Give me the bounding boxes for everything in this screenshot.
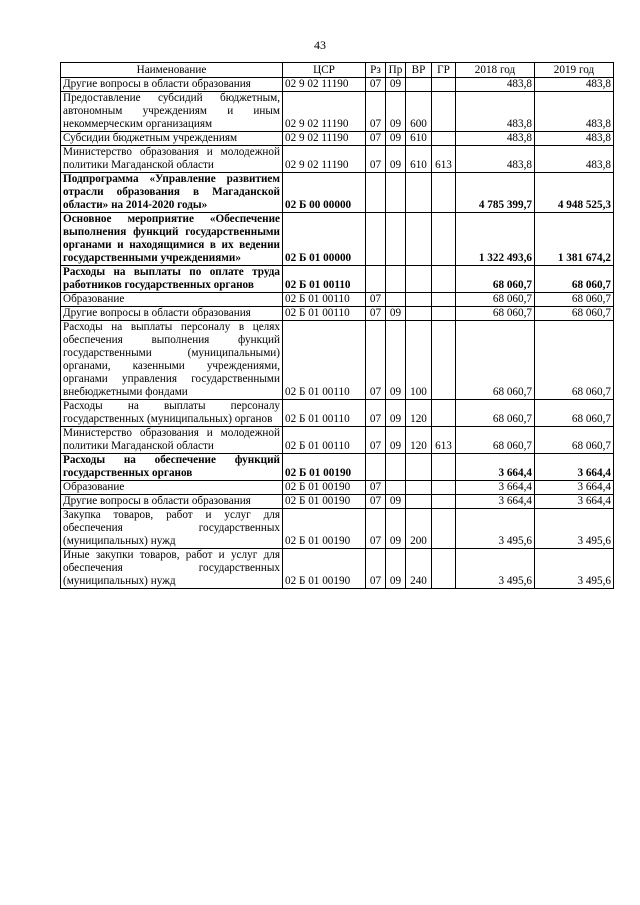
cell-vr: 200 — [406, 509, 432, 549]
table-row — [61, 509, 614, 549]
cell-2018: 483,8 — [456, 146, 535, 173]
cell-rz: 07 — [366, 509, 386, 549]
cell-vr: 610 — [406, 146, 432, 173]
cell-2018: 3 495,6 — [456, 509, 535, 549]
cell-gr — [432, 78, 456, 92]
cell-pr: 09 — [386, 307, 406, 321]
cell-pr: 09 — [386, 549, 406, 589]
table-row — [61, 427, 614, 454]
cell-csr: 02 Б 01 00190 — [283, 509, 366, 549]
page-number: 43 — [314, 38, 326, 52]
table-row — [61, 266, 614, 293]
cell-csr: 02 Б 01 00000 — [283, 213, 366, 266]
cell-name: Основное мероприятие «Обеспечение выполнения функций государственными органами и находящимися в их ведении государственными учреждениями» — [61, 213, 283, 266]
cell-pr: 09 — [386, 427, 406, 454]
cell-2018: 483,8 — [456, 92, 535, 132]
cell-gr — [432, 307, 456, 321]
cell-gr — [432, 266, 456, 293]
cell-2019: 3 664,4 — [535, 454, 614, 481]
table-row — [61, 146, 614, 173]
cell-csr: 02 9 02 11190 — [283, 92, 366, 132]
cell-name: Образование — [61, 481, 283, 495]
cell-csr: 02 Б 01 00110 — [283, 266, 366, 293]
cell-csr: 02 Б 01 00190 — [283, 454, 366, 481]
cell-rz: 07 — [366, 495, 386, 509]
table-body — [61, 78, 614, 589]
cell-vr — [406, 293, 432, 307]
cell-rz: 07 — [366, 481, 386, 495]
cell-2018: 483,8 — [456, 132, 535, 146]
cell-2018: 68 060,7 — [456, 307, 535, 321]
cell-csr: 02 Б 01 00110 — [283, 293, 366, 307]
cell-vr — [406, 213, 432, 266]
cell-rz: 07 — [366, 132, 386, 146]
cell-gr — [432, 92, 456, 132]
cell-rz — [366, 173, 386, 213]
cell-pr — [386, 266, 406, 293]
cell-pr — [386, 173, 406, 213]
cell-csr: 02 9 02 11190 — [283, 146, 366, 173]
cell-gr — [432, 481, 456, 495]
cell-2018: 68 060,7 — [456, 321, 535, 400]
header-2018: 2018 год — [456, 63, 535, 78]
cell-name: Министерство образования и молодежной политики Магаданской области — [61, 146, 283, 173]
cell-pr — [386, 481, 406, 495]
cell-2019: 4 948 525,3 — [535, 173, 614, 213]
cell-2019: 68 060,7 — [535, 427, 614, 454]
table-row — [61, 454, 614, 481]
cell-2018: 1 322 493,6 — [456, 213, 535, 266]
cell-csr: 02 Б 01 00190 — [283, 495, 366, 509]
table-row — [61, 92, 614, 132]
cell-vr: 120 — [406, 427, 432, 454]
cell-2019: 3 495,6 — [535, 549, 614, 589]
cell-gr — [432, 400, 456, 427]
table-header — [61, 63, 614, 78]
cell-name: Расходы на выплаты персоналу государственных (муниципальных) органов — [61, 400, 283, 427]
cell-gr — [432, 321, 456, 400]
cell-2019: 1 381 674,2 — [535, 213, 614, 266]
budget-table — [60, 62, 614, 589]
cell-name: Закупка товаров, работ и услуг для обеспечения государственных (муниципальных) нужд — [61, 509, 283, 549]
cell-gr: 613 — [432, 427, 456, 454]
cell-name: Расходы на выплаты персоналу в целях обеспечения выполнения функций государственными (муниципальными) органами, казенными учреждениями, органами управления государственными внебюджетными фондами — [61, 321, 283, 400]
cell-rz: 07 — [366, 321, 386, 400]
cell-name: Министерство образования и молодежной политики Магаданской области — [61, 427, 283, 454]
cell-name: Субсидии бюджетным учреждениям — [61, 132, 283, 146]
cell-vr: 600 — [406, 92, 432, 132]
cell-vr: 610 — [406, 132, 432, 146]
cell-2018: 3 495,6 — [456, 549, 535, 589]
table-row — [61, 213, 614, 266]
cell-csr: 02 Б 01 00110 — [283, 307, 366, 321]
cell-2019: 483,8 — [535, 92, 614, 132]
cell-name: Иные закупки товаров, работ и услуг для обеспечения государственных (муниципальных) нужд — [61, 549, 283, 589]
cell-rz: 07 — [366, 307, 386, 321]
cell-pr — [386, 454, 406, 481]
cell-csr: 02 Б 01 00110 — [283, 321, 366, 400]
cell-vr: 120 — [406, 400, 432, 427]
cell-2018: 68 060,7 — [456, 266, 535, 293]
cell-2018: 483,8 — [456, 78, 535, 92]
cell-pr — [386, 213, 406, 266]
cell-2018: 3 664,4 — [456, 454, 535, 481]
cell-pr: 09 — [386, 132, 406, 146]
header-pr: Пр — [386, 63, 406, 78]
cell-pr: 09 — [386, 509, 406, 549]
cell-vr — [406, 307, 432, 321]
cell-2019: 68 060,7 — [535, 266, 614, 293]
table-row — [61, 293, 614, 307]
cell-vr — [406, 173, 432, 213]
cell-name: Другие вопросы в области образования — [61, 495, 283, 509]
cell-2019: 68 060,7 — [535, 321, 614, 400]
cell-2018: 3 664,4 — [456, 481, 535, 495]
cell-2018: 68 060,7 — [456, 427, 535, 454]
header-row — [61, 63, 614, 78]
cell-csr: 02 Б 01 00190 — [283, 549, 366, 589]
cell-name: Образование — [61, 293, 283, 307]
table-row — [61, 132, 614, 146]
table-row — [61, 307, 614, 321]
cell-gr — [432, 509, 456, 549]
cell-rz: 07 — [366, 92, 386, 132]
cell-rz: 07 — [366, 146, 386, 173]
cell-2019: 68 060,7 — [535, 307, 614, 321]
cell-name: Другие вопросы в области образования — [61, 307, 283, 321]
cell-pr: 09 — [386, 495, 406, 509]
cell-2018: 4 785 399,7 — [456, 173, 535, 213]
table-row — [61, 400, 614, 427]
cell-vr — [406, 481, 432, 495]
cell-pr: 09 — [386, 92, 406, 132]
cell-vr — [406, 495, 432, 509]
cell-name: Расходы на обеспечение функций государственных органов — [61, 454, 283, 481]
cell-vr — [406, 266, 432, 293]
cell-gr: 613 — [432, 146, 456, 173]
cell-2019: 483,8 — [535, 78, 614, 92]
table-row — [61, 321, 614, 400]
cell-gr — [432, 454, 456, 481]
cell-rz: 07 — [366, 400, 386, 427]
cell-pr: 09 — [386, 400, 406, 427]
cell-2019: 483,8 — [535, 146, 614, 173]
cell-csr: 02 Б 01 00110 — [283, 400, 366, 427]
table-row — [61, 549, 614, 589]
cell-vr: 240 — [406, 549, 432, 589]
table-row — [61, 78, 614, 92]
cell-2018: 3 664,4 — [456, 495, 535, 509]
cell-rz — [366, 266, 386, 293]
cell-vr — [406, 454, 432, 481]
cell-2019: 68 060,7 — [535, 293, 614, 307]
cell-gr — [432, 213, 456, 266]
cell-rz: 07 — [366, 549, 386, 589]
cell-rz — [366, 454, 386, 481]
cell-gr — [432, 549, 456, 589]
header-gr: ГР — [432, 63, 456, 78]
cell-name: Предоставление субсидий бюджетным, автономным учреждениям и иным некоммерческим организациям — [61, 92, 283, 132]
header-name: Наименование — [61, 63, 283, 78]
cell-2019: 68 060,7 — [535, 400, 614, 427]
cell-csr: 02 9 02 11190 — [283, 132, 366, 146]
cell-csr: 02 Б 01 00110 — [283, 427, 366, 454]
cell-2019: 3 664,4 — [535, 481, 614, 495]
cell-name: Подпрограмма «Управление развитием отрасли образования в Магаданской области» на 2014-2020 годы» — [61, 173, 283, 213]
header-rz: Рз — [366, 63, 386, 78]
cell-2019: 3 495,6 — [535, 509, 614, 549]
cell-2018: 68 060,7 — [456, 400, 535, 427]
table-row — [61, 173, 614, 213]
cell-pr: 09 — [386, 78, 406, 92]
cell-csr: 02 Б 01 00190 — [283, 481, 366, 495]
cell-pr: 09 — [386, 146, 406, 173]
cell-2019: 483,8 — [535, 132, 614, 146]
table-row — [61, 495, 614, 509]
cell-rz — [366, 213, 386, 266]
cell-rz: 07 — [366, 427, 386, 454]
header-csr: ЦСР — [283, 63, 366, 78]
cell-rz: 07 — [366, 78, 386, 92]
cell-vr — [406, 78, 432, 92]
cell-csr: 02 9 02 11190 — [283, 78, 366, 92]
cell-vr: 100 — [406, 321, 432, 400]
cell-gr — [432, 293, 456, 307]
cell-2018: 68 060,7 — [456, 293, 535, 307]
cell-name: Другие вопросы в области образования — [61, 78, 283, 92]
table-row — [61, 481, 614, 495]
header-2019: 2019 год — [535, 63, 614, 78]
cell-name: Расходы на выплаты по оплате труда работников государственных органов — [61, 266, 283, 293]
cell-rz: 07 — [366, 293, 386, 307]
cell-gr — [432, 495, 456, 509]
cell-csr: 02 Б 00 00000 — [283, 173, 366, 213]
cell-gr — [432, 132, 456, 146]
cell-2019: 3 664,4 — [535, 495, 614, 509]
cell-pr: 09 — [386, 321, 406, 400]
cell-gr — [432, 173, 456, 213]
cell-pr — [386, 293, 406, 307]
header-vr: ВР — [406, 63, 432, 78]
